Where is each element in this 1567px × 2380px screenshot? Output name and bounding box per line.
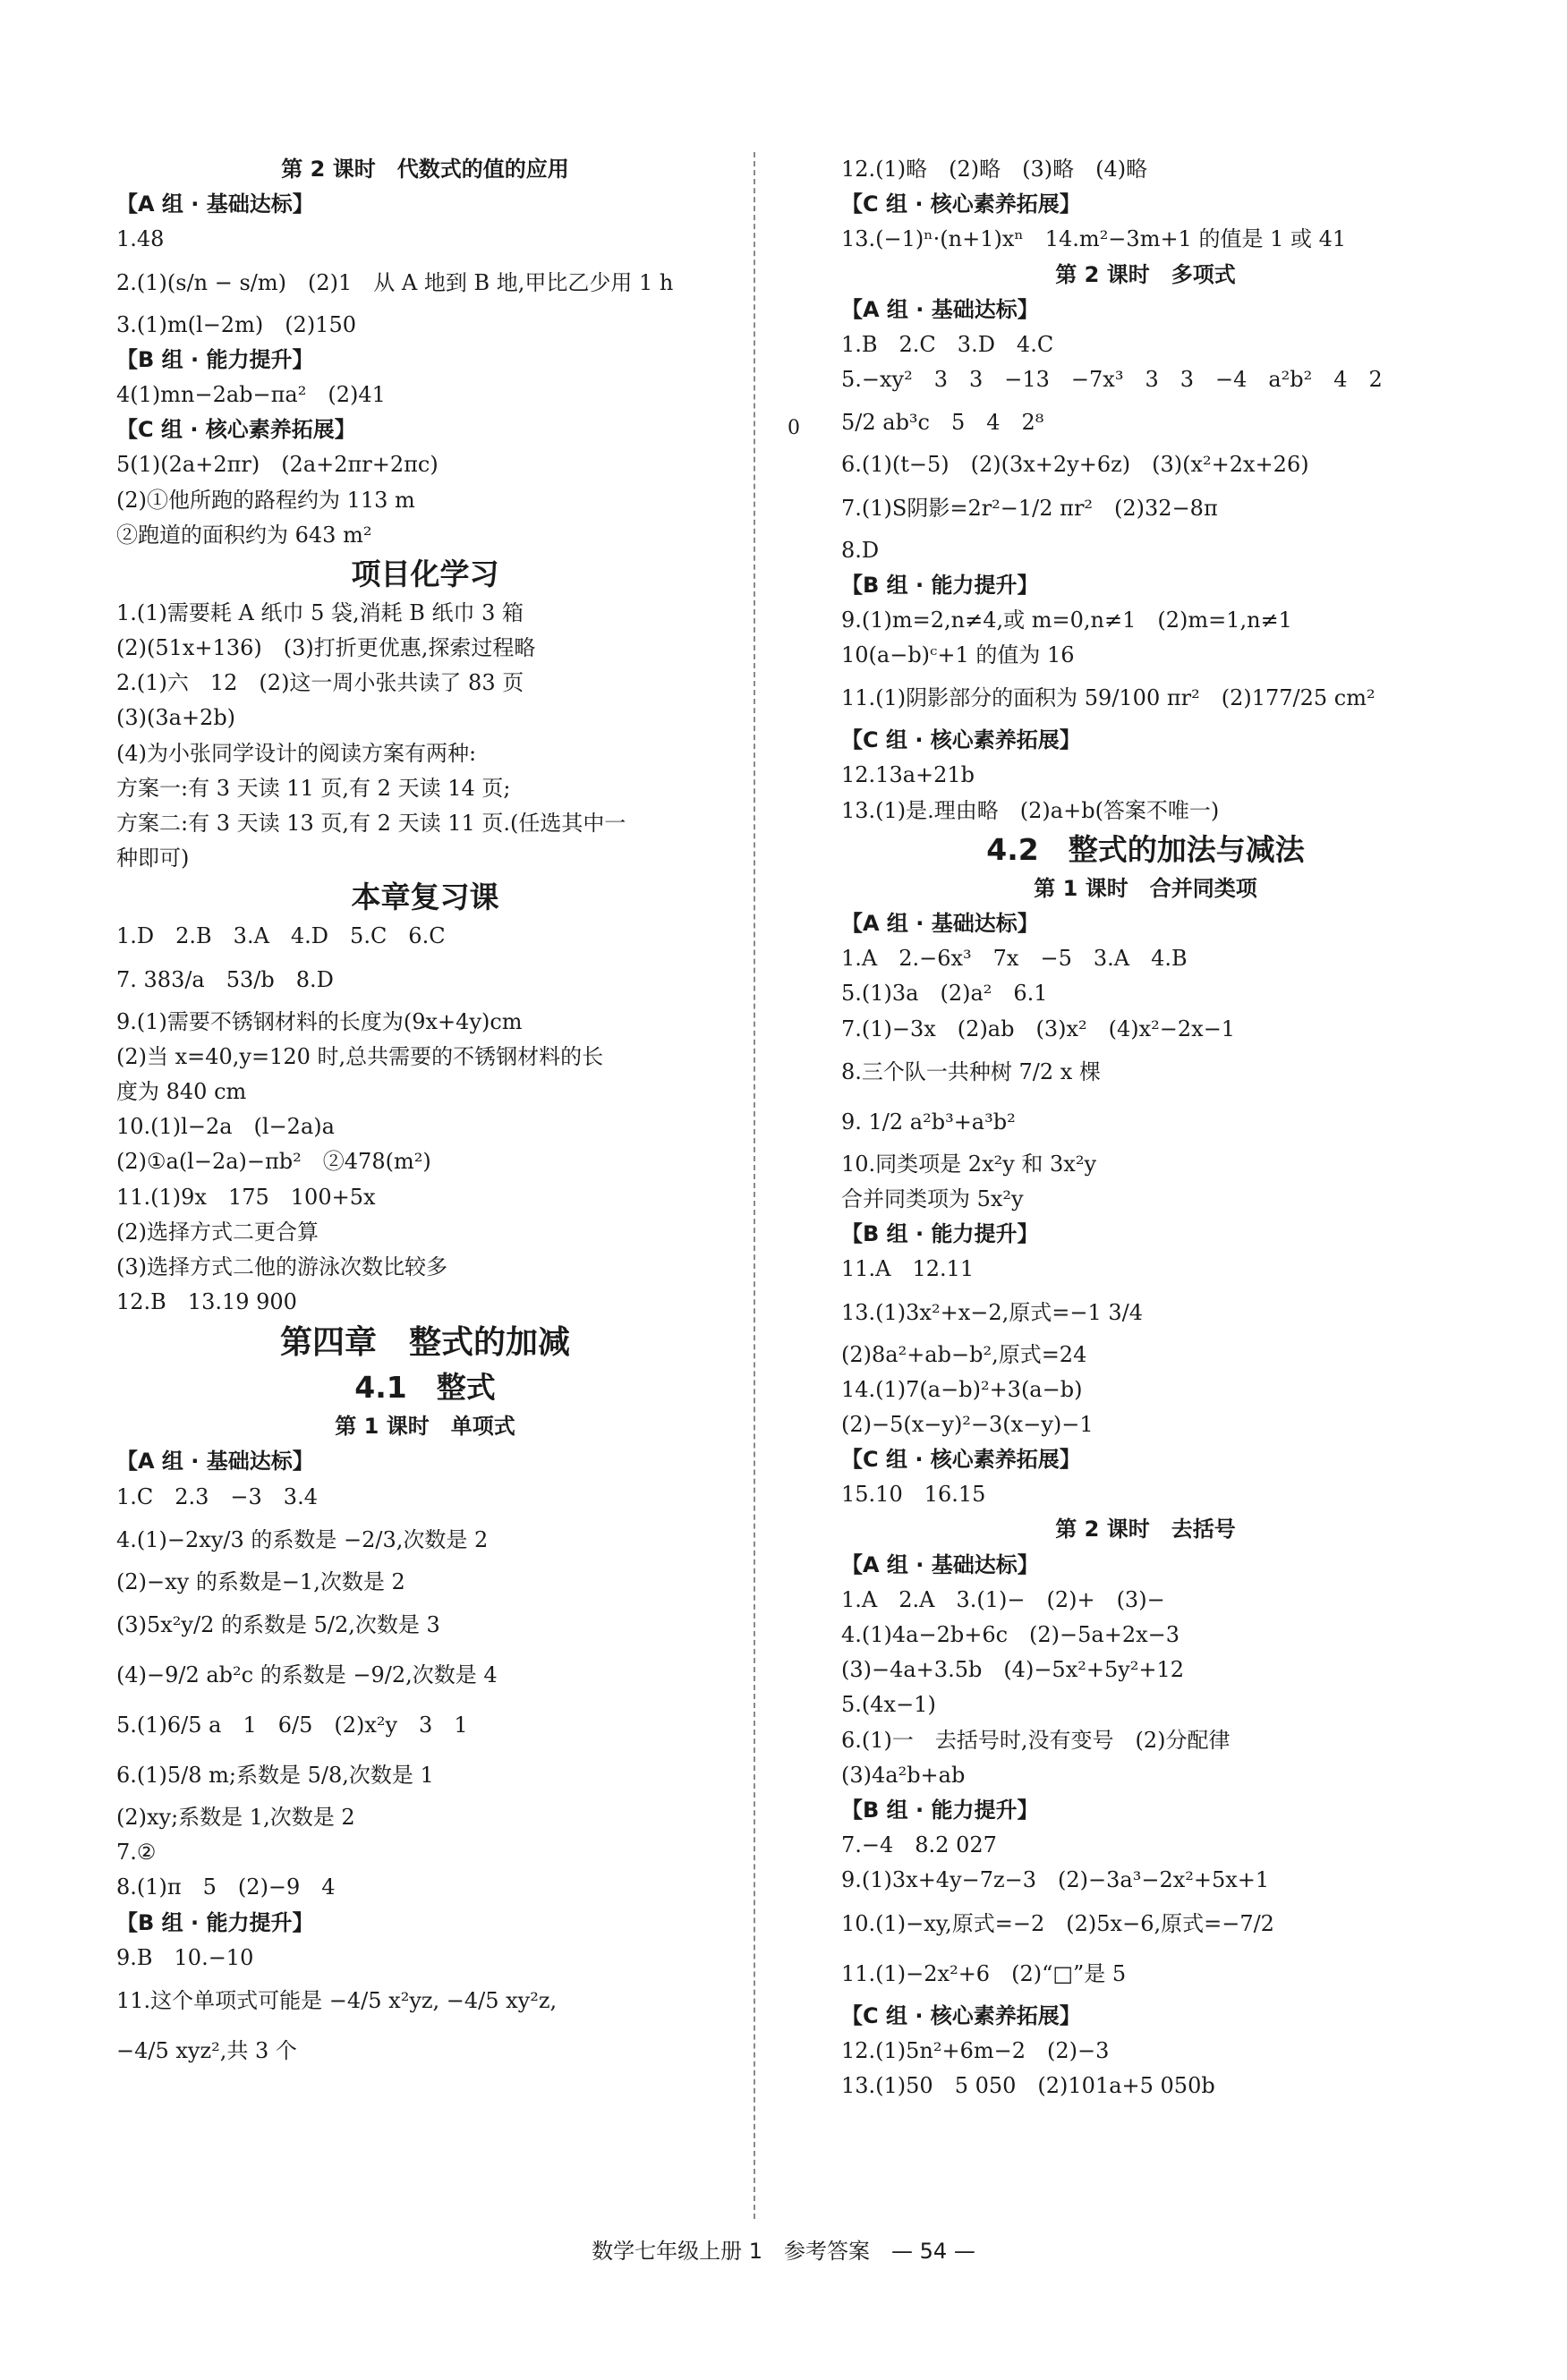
answer-line: 4(1)mn−2ab−πa² (2)41 <box>116 381 386 407</box>
answer-line: 5.(4x−1) <box>841 1692 936 1718</box>
answer-line: 15.10 16.15 <box>841 1482 986 1508</box>
page-footer: 数学七年级上册 1 参考答案 — 54 — <box>592 2239 975 2264</box>
answer-line: 5.(1)3a (2)a² 6.1 <box>841 981 1048 1007</box>
group-heading: 【C 组 · 核心素养拓展】 <box>841 1447 1081 1473</box>
answer-line: 2.(1)(s/n − s/m) (2)1 从 A 地到 B 地,甲比乙少用 1 h <box>116 269 674 295</box>
group-heading: 【C 组 · 核心素养拓展】 <box>841 2002 1081 2028</box>
answer-line: 7.(1)S阴影=2r²−1/2 πr² (2)32−8π <box>841 495 1218 521</box>
answer-line: 度为 840 cm <box>116 1078 247 1104</box>
answer-line: (2)(51x+136) (3)打折更优惠,探索过程略 <box>116 635 536 661</box>
answer-line: 5(1)(2a+2πr) (2a+2πr+2πc) <box>116 452 439 478</box>
lesson-heading: 第 2 课时 多项式 <box>1055 261 1236 287</box>
answer-line: 11.(1)阴影部分的面积为 59/100 πr² (2)177/25 cm² <box>841 685 1375 711</box>
margin-mark: 0 <box>788 417 800 439</box>
column-divider <box>754 152 755 2219</box>
answer-line: (2)①他所跑的路程约为 113 m <box>116 487 415 513</box>
answer-line: 12.(1)5n²+6m−2 (2)−3 <box>841 2037 1110 2063</box>
answer-line: 10.同类项是 2x²y 和 3x²y <box>841 1151 1097 1177</box>
group-heading: 【B 组 · 能力提升】 <box>116 1909 314 1935</box>
answer-line: −4/5 xyz²,共 3 个 <box>116 2037 297 2063</box>
answer-line: (3)−4a+3.5b (4)−5x²+5y²+12 <box>841 1657 1185 1683</box>
answer-line: 8.D <box>841 537 880 563</box>
answer-line: (2)−5(x−y)²−3(x−y)−1 <box>841 1411 1094 1437</box>
answer-line: 5.(1)6/5 a 1 6/5 (2)x²y 3 1 <box>116 1713 468 1738</box>
answer-line: 13.(−1)ⁿ·(n+1)xⁿ 14.m²−3m+1 的值是 1 或 41 <box>841 226 1347 252</box>
answer-line: 4.(1)−2xy/3 的系数是 −2/3,次数是 2 <box>116 1526 489 1552</box>
answer-line: 种即可) <box>116 846 190 871</box>
answer-line: 13.(1)是.理由略 (2)a+b(答案不唯一) <box>841 797 1220 823</box>
group-heading: 【B 组 · 能力提升】 <box>116 346 314 372</box>
answer-line: 7. 383/a 53/b 8.D <box>116 966 334 992</box>
answer-line: 2.(1)六 12 (2)这一周小张共读了 83 页 <box>116 670 524 696</box>
answer-line: 12.B 13.19 900 <box>116 1289 297 1315</box>
group-heading: 【B 组 · 能力提升】 <box>841 572 1039 598</box>
group-heading: 【A 组 · 基础达标】 <box>116 1449 314 1475</box>
answer-line: 11.A 12.11 <box>841 1256 975 1282</box>
answer-line: 6.(1)一 去括号时,没有变号 (2)分配律 <box>841 1727 1231 1753</box>
answer-line: 9.(1)需要不锈钢材料的长度为(9x+4y)cm <box>116 1008 523 1034</box>
lesson-heading: 第 1 课时 合并同类项 <box>1034 875 1257 901</box>
answer-line: 合并同类项为 5x²y <box>841 1186 1024 1211</box>
answer-line: 1.C 2.3 −3 3.4 <box>116 1483 318 1509</box>
lesson-heading: 第 2 课时 代数式的值的应用 <box>281 157 569 182</box>
answer-line: (3)5x²y/2 的系数是 5/2,次数是 3 <box>116 1612 440 1637</box>
answer-line: (2)xy;系数是 1,次数是 2 <box>116 1805 355 1830</box>
answer-line: 4.(1)4a−2b+6c (2)−5a+2x−3 <box>841 1622 1180 1647</box>
group-heading: 【A 组 · 基础达标】 <box>841 296 1039 322</box>
answer-line: 11.(1)−2x²+6 (2)“□”是 5 <box>841 1960 1127 1986</box>
answer-line: 8.三个队一共种树 7/2 x 棵 <box>841 1058 1101 1084</box>
section-heading: 4.2 整式的加法与减法 <box>986 831 1305 867</box>
answer-line: 12.13a+21b <box>841 762 975 788</box>
answer-line: ②跑道的面积约为 643 m² <box>116 522 372 548</box>
answer-line: (2)8a²+ab−b²,原式=24 <box>841 1341 1087 1367</box>
answer-line: 3.(1)m(l−2m) (2)150 <box>116 311 356 337</box>
answer-line: (4)−9/2 ab²c 的系数是 −9/2,次数是 4 <box>116 1662 498 1687</box>
answer-line: 10.(1)−xy,原式=−2 (2)5x−6,原式=−7/2 <box>841 1910 1274 1936</box>
answer-line: 1.B 2.C 3.D 4.C <box>841 331 1054 357</box>
answer-line: 13.(1)3x²+x−2,原式=−1 3/4 <box>841 1299 1143 1325</box>
answer-line: 8.(1)π 5 (2)−9 4 <box>116 1874 336 1900</box>
answer-line: 11.(1)9x 175 100+5x <box>116 1184 376 1210</box>
answer-line: 7.(1)−3x (2)ab (3)x² (4)x²−2x−1 <box>841 1016 1236 1041</box>
answer-line: 1.(1)需要耗 A 纸巾 5 袋,消耗 B 纸巾 3 箱 <box>116 599 524 625</box>
group-heading: 【C 组 · 核心素养拓展】 <box>116 417 356 443</box>
answer-line: 13.(1)50 5 050 (2)101a+5 050b <box>841 2072 1215 2098</box>
answer-line: (3)(3a+2b) <box>116 705 236 731</box>
answer-line: 10.(1)l−2a (l−2a)a <box>116 1114 335 1140</box>
answer-line: (3)4a²b+ab <box>841 1762 966 1788</box>
answer-line: (2)选择方式二更合算 <box>116 1219 319 1245</box>
right-column <box>841 152 1450 2104</box>
group-heading: 【A 组 · 基础达标】 <box>841 1551 1039 1577</box>
lesson-heading: 第 2 课时 去括号 <box>1055 1517 1236 1543</box>
group-heading: 【B 组 · 能力提升】 <box>841 1797 1039 1823</box>
answer-line: 1.48 <box>116 226 165 252</box>
group-heading: 【C 组 · 核心素养拓展】 <box>841 191 1081 217</box>
answer-line: 1.A 2.−6x³ 7x −5 3.A 4.B <box>841 946 1188 972</box>
section-heading: 本章复习课 <box>351 880 499 915</box>
group-heading: 【A 组 · 基础达标】 <box>116 191 314 217</box>
answer-line: 方案一:有 3 天读 11 页,有 2 天读 14 页; <box>116 775 511 801</box>
answer-line: 1.D 2.B 3.A 4.D 5.C 6.C <box>116 923 446 949</box>
section-heading: 4.1 整式 <box>354 1370 496 1406</box>
lesson-heading: 第 1 课时 单项式 <box>335 1414 515 1440</box>
answer-line: 11.这个单项式可能是 −4/5 x²yz, −4/5 xy²z, <box>116 1987 558 2013</box>
answer-line: 6.(1)(t−5) (2)(3x+2y+6z) (3)(x²+2x+26) <box>841 452 1309 478</box>
answer-line: 5.−xy² 3 3 −13 −7x³ 3 3 −4 a²b² 4 2 <box>841 367 1383 393</box>
answer-line: 14.(1)7(a−b)²+3(a−b) <box>841 1376 1083 1402</box>
answer-line: (3)选择方式二他的游泳次数比较多 <box>116 1254 447 1279</box>
answer-line: 10(a−b)ᶜ+1 的值为 16 <box>841 642 1075 668</box>
answer-line: (2)−xy 的系数是−1,次数是 2 <box>116 1568 405 1594</box>
answer-line: 方案二:有 3 天读 13 页,有 2 天读 11 页.(任选其中一 <box>116 811 626 836</box>
group-heading: 【C 组 · 核心素养拓展】 <box>841 727 1081 753</box>
answer-line: 9. 1/2 a²b³+a³b² <box>841 1109 1016 1135</box>
answer-line: 9.(1)m=2,n≠4,或 m=0,n≠1 (2)m=1,n≠1 <box>841 607 1292 633</box>
answer-line: (2)当 x=40,y=120 时,总共需要的不锈钢材料的长 <box>116 1043 604 1069</box>
answer-line: 5/2 ab³c 5 4 2⁸ <box>841 410 1044 436</box>
answer-line: 12.(1)略 (2)略 (3)略 (4)略 <box>841 157 1148 182</box>
answer-line: 6.(1)5/8 m;系数是 5/8,次数是 1 <box>116 1763 434 1788</box>
group-heading: 【B 组 · 能力提升】 <box>841 1221 1039 1247</box>
answer-line: (4)为小张同学设计的阅读方案有两种: <box>116 740 477 766</box>
answer-line: 9.B 10.−10 <box>116 1944 254 1970</box>
answer-line: 7.−4 8.2 027 <box>841 1832 997 1858</box>
group-heading: 【A 组 · 基础达标】 <box>841 911 1039 936</box>
left-column <box>116 152 734 2076</box>
answer-line: (2)①a(l−2a)−πb² ②478(m²) <box>116 1149 431 1175</box>
answer-line: 7.② <box>116 1840 157 1866</box>
section-heading: 项目化学习 <box>351 556 499 591</box>
answer-line: 1.A 2.A 3.(1)− (2)+ (3)− <box>841 1586 1165 1612</box>
answer-line: 9.(1)3x+4y−7z−3 (2)−3a³−2x²+5x+1 <box>841 1867 1270 1893</box>
chapter-heading: 第四章 整式的加减 <box>279 1324 570 1362</box>
